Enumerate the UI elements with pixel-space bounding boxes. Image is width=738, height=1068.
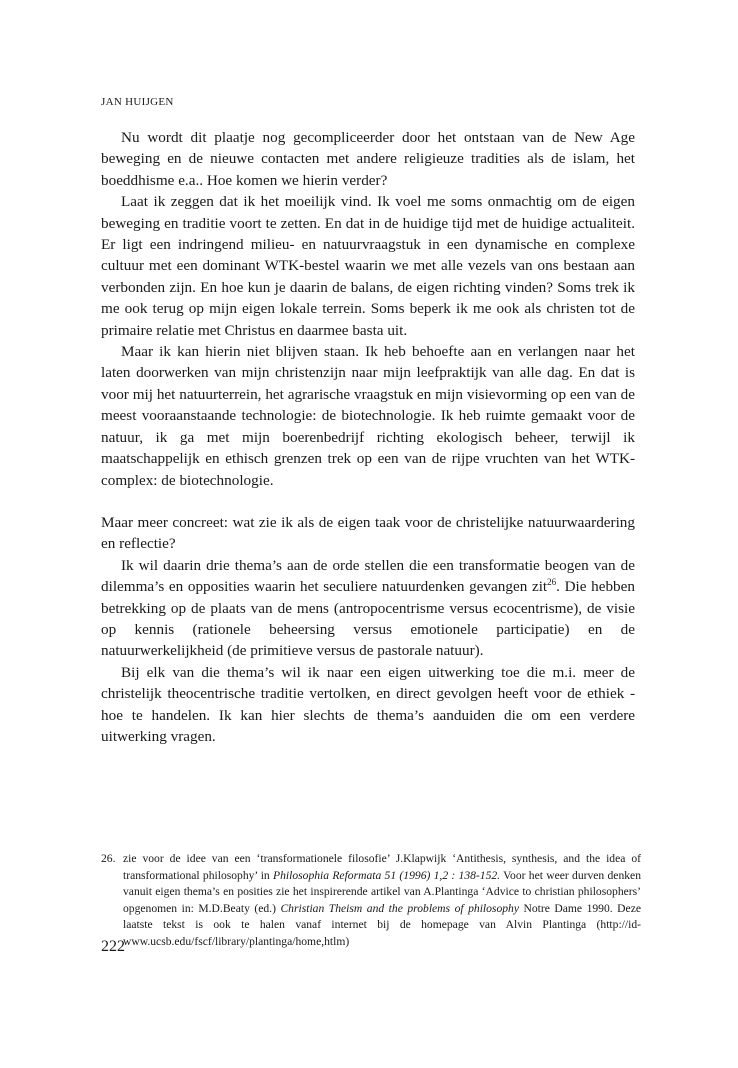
footnote-text-1: zie voor de idee van een ‘transformationele filosofie’ J.Klapwijk ‘Antithesis, synthesis, and the idea of transformational philosophy’ in [123, 852, 641, 882]
footnote-text [123, 851, 641, 951]
paragraph-6: Bij elk van die thema’s wil ik naar een eigen uitwerking toe die m.i. meer de christelijk theocentrische traditie vertolken, en direct gevolgen heeft voor de ethiek - hoe te handelen. Ik kan hier slechts de thema’s aanduiden die om een verdere uitwerking vragen. [101, 663, 635, 745]
paragraph-4: Maar meer concreet: wat zie ik als de eigen taak voor de christelijke natuurwaardering en reflectie? [101, 513, 635, 553]
footnote-text-2: Voor het weer durven denken vanuit eigen thema’s en posities zie het inspirerende artikel van A.Plantinga ‘Advice to christian philosophers’ opgenomen in: M.D.Beaty (ed.) [123, 868, 641, 915]
running-head: JAN HUIJGEN [101, 96, 174, 108]
paragraph-2: Laat ik zeggen dat ik het moeilijk vind. Ik voel me soms onmachtig om de eigen beweging en traditie voort te zetten. En dat in de huidige tijd met de huidige actualiteit. Er ligt een indringend milieu- en natuurvraagstuk in een dynamische en complexe cultuur met een dominant WTK-bestel waarin we met alle vezels van ons bestaan aan verbonden zijn. En hoe kun je daarin de balans, de eigen richting vinden? Soms trek ik me ook terug op mijn eigen lokale terrein. Soms beperk ik me ook als christen tot de primaire relatie met Christus en daarmee basta uit. [101, 193, 635, 339]
body-text [101, 127, 635, 747]
paragraph-3: Maar ik kan hierin niet blijven staan. Ik heb behoefte aan en verlangen naar het laten doorwerken van mijn christenzijn naar mijn leefpraktijk van alle dag. En dat is voor mij het natuurterrein, het agrarische vraagstuk en mijn visievorming op een van de meest vooraanstaande technologie: de biotechnologie. Ik heb ruimte gemaakt voor de natuur, ik ga met mijn boerenbedrijf richting ekologisch beheer, terwijl ik maatschappelijk en ethisch grenzen trek op een van de rijpe vruchten van het WTK-complex: de biotechnologie. [101, 343, 635, 489]
footnote-journal-citation: Philosophia Reformata 51 (1996) 1,2 : 138-152. [273, 868, 501, 882]
paragraph-1: Nu wordt dit plaatje nog gecompliceerder door het ontstaan van de New Age beweging en de nieuwe contacten met andere religieuze tradities als de islam, het boeddhisme e.a.. Hoe komen we hierin verder? [101, 129, 635, 189]
page-number: 222 [101, 938, 125, 955]
footnote-reference[interactable]: 26 [547, 577, 557, 588]
footnote-26 [101, 851, 641, 951]
footnote-text-3: Notre Dame 1990. Deze laatste tekst is ook te halen vanaf internet bij de homepage van Alvin Plantinga (http://id-www.ucsb.edu/fscf/library/plantinga/home,htlm) [123, 901, 641, 948]
paragraph-5-text: Ik wil daarin drie thema’s aan de orde stellen die een transformatie beogen van de dilemma’s en opposities waarin het seculiere natuurdenken gevangen zit [101, 556, 635, 596]
paragraph-5-continuation: . Die hebben betrekking op de plaats van de mens (antropocentrisme versus ecocentrisme), de visie op kennis (rationele beheersing versus emotionele participatie) en de natuurwerkelijkheid (de primitieve versus de pastorale natuur). [101, 578, 635, 660]
footnote-book-title: Christian Theism and the problems of philosophy [280, 901, 519, 915]
paragraph-5 [101, 555, 635, 662]
footnote-number: 26. [101, 852, 116, 865]
